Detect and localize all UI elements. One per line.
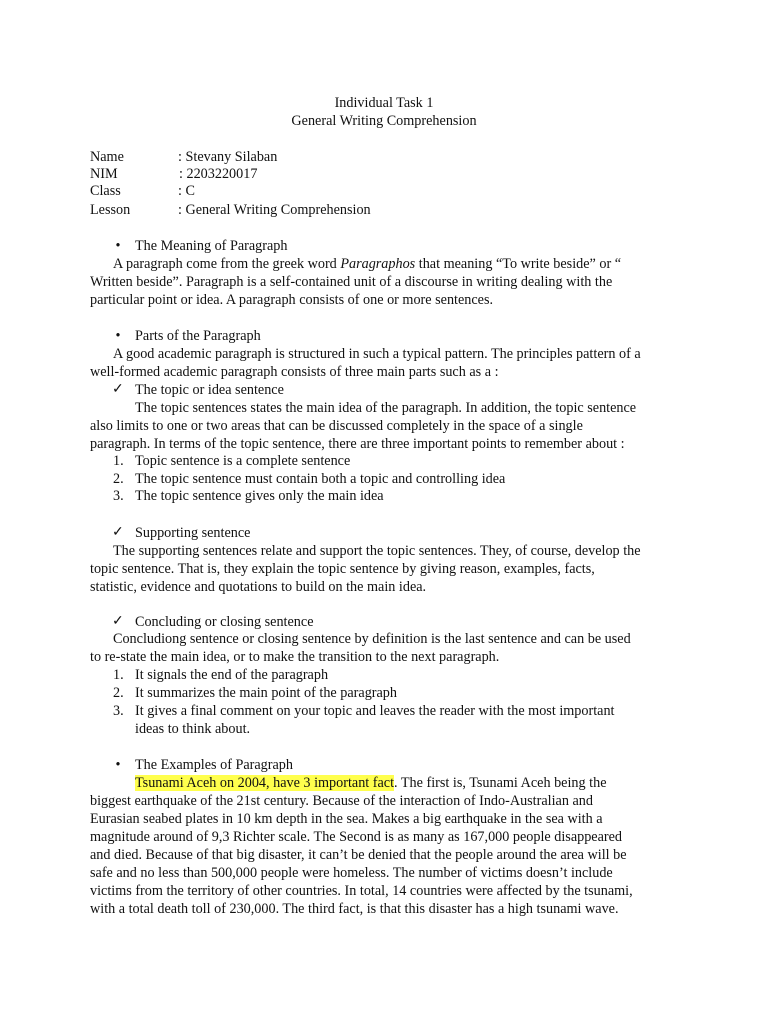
info-value-name: : Stevany Silaban — [178, 149, 278, 165]
paragraph-line: topic sentence. That is, they explain the topic sentence by giving reason, examples, facts, — [90, 561, 595, 577]
list-number: 3. — [113, 703, 124, 719]
text-run: . The first is, Tsunami Aceh being the — [394, 775, 607, 791]
paragraph-line: particular point or idea. A paragraph consists of one or more sentences. — [90, 292, 494, 308]
info-value-class: : C — [178, 183, 195, 199]
document-title: Individual Task 1 — [334, 95, 434, 111]
subheading: The topic or idea sentence — [135, 382, 284, 398]
list-number: 2. — [113, 685, 124, 701]
italic-term: Paragraphos — [340, 256, 416, 272]
list-item: It gives a final comment on your topic and leaves the reader with the most important — [135, 703, 615, 719]
paragraph-line: Written beside”. Paragraph is a self-contained unit of a discourse in writing dealing with the — [90, 274, 613, 290]
text-run: that meaning “To write beside” or “ — [415, 256, 622, 272]
info-value-lesson: : General Writing Comprehension — [178, 202, 371, 218]
paragraph-line: and died. Because of that big disaster, it can’t be denied that the people around the area will be — [90, 847, 627, 863]
paragraph-line: Eurasian seabed plates in 10 km depth in the sea. Makes a big earthquake in the sea with a — [90, 811, 603, 827]
paragraph-line: also limits to one or two areas that can be discussed completely in the space of a single — [90, 418, 583, 434]
paragraph-line: with a total death toll of 230,000. The third fact, is that this disaster has a high tsunami wave. — [90, 901, 619, 917]
info-value-nim: : 2203220017 — [179, 166, 258, 182]
list-number: 1. — [113, 453, 124, 469]
list-number: 3. — [113, 488, 124, 504]
paragraph-line: statistic, evidence and quotations to build on the main idea. — [90, 579, 427, 595]
section-heading: The Meaning of Paragraph — [135, 238, 288, 254]
list-item: It signals the end of the paragraph — [135, 667, 329, 683]
checkmark-icon: ✓ — [112, 381, 124, 397]
section-heading: The Examples of Paragraph — [135, 757, 293, 773]
list-number: 2. — [113, 471, 124, 487]
list-item-continuation: ideas to think about. — [135, 721, 251, 737]
list-item: The topic sentence gives only the main idea — [135, 488, 384, 504]
paragraph-line — [135, 774, 607, 792]
checkmark-icon: ✓ — [112, 524, 124, 540]
info-label-nim: NIM — [90, 166, 118, 182]
list-item: The topic sentence must contain both a topic and controlling idea — [135, 471, 506, 487]
text-run: A paragraph come from the greek word — [113, 256, 337, 272]
bullet-icon: • — [115, 238, 121, 254]
paragraph-line: Concludiong sentence or closing sentence by definition is the last sentence and can be used — [113, 631, 631, 647]
paragraph-line: The supporting sentences relate and support the topic sentences. They, of course, develop the — [113, 543, 641, 559]
paragraph-line: The topic sentences states the main idea of the paragraph. In addition, the topic sentence — [135, 400, 637, 416]
paragraph-line: magnitude around of 9,3 Richter scale. The Second is as many as 167,000 people disappeared — [90, 829, 623, 845]
paragraph-line — [113, 255, 621, 273]
paragraph-line: well-formed academic paragraph consists of three main parts such as a : — [90, 364, 499, 380]
list-number: 1. — [113, 667, 124, 683]
document-subtitle: General Writing Comprehension — [291, 113, 477, 129]
list-item: Topic sentence is a complete sentence — [135, 453, 351, 469]
info-label-class: Class — [90, 183, 121, 199]
info-label-name: Name — [90, 149, 124, 165]
subheading: Concluding or closing sentence — [135, 614, 314, 630]
paragraph-line: paragraph. In terms of the topic sentence, there are three important points to remember about : — [90, 436, 625, 452]
bullet-icon: • — [115, 328, 121, 344]
info-label-lesson: Lesson — [90, 202, 131, 218]
section-heading: Parts of the Paragraph — [135, 328, 261, 344]
list-item: It summarizes the main point of the paragraph — [135, 685, 397, 701]
checkmark-icon: ✓ — [112, 613, 124, 629]
highlighted-text: Tsunami Aceh on 2004, have 3 important fact — [135, 775, 395, 791]
paragraph-line: to re-state the main idea, or to make the transition to the next paragraph. — [90, 649, 500, 665]
bullet-icon: • — [115, 757, 121, 773]
paragraph-line: biggest earthquake of the 21st century. Because of the interaction of Indo-Australian and — [90, 793, 593, 809]
paragraph-line: safe and no less than 500,000 people were homeless. The number of victims doesn’t include — [90, 865, 613, 881]
paragraph-line: victims from the territory of other countries. In total, 14 countries were affected by the tsunami, — [90, 883, 633, 899]
subheading: Supporting sentence — [135, 525, 251, 541]
paragraph-line: A good academic paragraph is structured in such a typical pattern. The principles pattern of a — [113, 346, 641, 362]
